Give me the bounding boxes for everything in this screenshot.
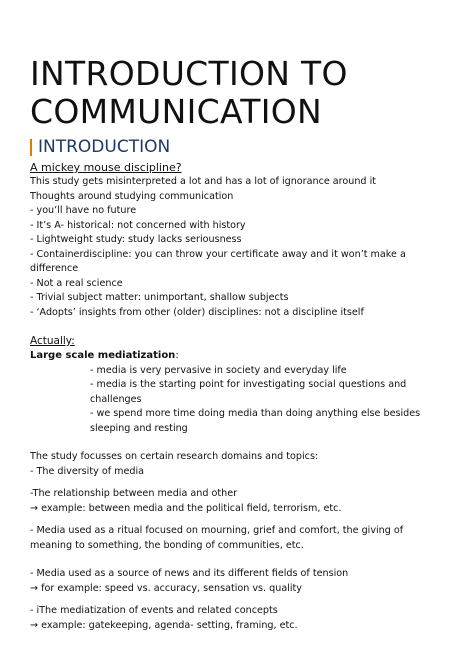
intro-line: - you’ll have no future	[30, 205, 137, 216]
domain-block-4	[30, 604, 450, 633]
domain-line: -The relationship between media and other	[30, 488, 238, 499]
mediatization-point: sleeping and resting	[90, 422, 188, 434]
domain-line: → example: gatekeeping, agenda- setting, framing, etc.	[30, 619, 298, 631]
intro-line: - Lightweight study: study lacks seriousness	[30, 234, 242, 245]
domain-line: - iThe mediatization of events and related concepts	[30, 605, 278, 616]
subheading: A mickey mouse discipline?	[30, 161, 182, 174]
intro-line: difference	[30, 263, 79, 274]
mediatization-heading	[30, 349, 450, 364]
mediatization-point: challenges	[90, 393, 142, 405]
document-page	[30, 55, 450, 633]
section-heading	[30, 137, 450, 157]
mediatization-label: Large scale mediatization	[30, 350, 176, 361]
document-title	[30, 55, 450, 131]
intro-line: This study gets misinterpreted a lot and has a lot of ignorance around it	[30, 176, 377, 187]
intro-line: - Containerdiscipline: you can throw your certificate away and it won’t make a	[30, 248, 406, 260]
domains-intro: The study focusses on certain research domains and topics:	[30, 451, 319, 462]
section-accent-bar	[30, 139, 32, 156]
actually-label: Actually:	[30, 335, 75, 347]
intro-line: Thoughts around studying communication	[30, 190, 234, 202]
domain-line: - Media used as a source of news and its different fields of tension	[30, 568, 349, 579]
title-line-2: COMMUNICATION	[30, 92, 323, 131]
intro-line: - ‘Adopts’ insights from other (older) disciplines: not a discipline itself	[30, 306, 364, 318]
domain-block-3	[30, 567, 450, 596]
title-line-1: INTRODUCTION TO	[30, 54, 348, 93]
domain-line: → for example: speed vs. accuracy, sensation vs. quality	[30, 582, 302, 594]
intro-line: - It’s A- historical: not concerned with history	[30, 219, 246, 231]
domain-line: - Media used as a ritual focused on mourning, grief and comfort, the giving of	[30, 525, 404, 536]
mediatization-point: - we spend more time doing media than doing anything else besides	[90, 408, 421, 419]
intro-line: - Trivial subject matter: unimportant, shallow subjects	[30, 292, 289, 303]
intro-list	[30, 175, 450, 320]
mediatization-colon: :	[175, 350, 179, 361]
domain-line: → example: between media and the political field, terrorism, etc.	[30, 502, 342, 514]
intro-line: - Not a real science	[30, 277, 123, 289]
mediatization-point: - media is very pervasive in society and everyday life	[90, 364, 347, 376]
domain-diversity: - The diversity of media	[30, 465, 145, 477]
domain-block-2	[30, 524, 450, 553]
mediatization-point: - media is the starting point for investigating social questions and	[90, 379, 407, 390]
domain-line: meaning to something, the bonding of communities, etc.	[30, 539, 304, 551]
mediatization-list	[30, 364, 450, 437]
domain-block-1	[30, 487, 450, 516]
section-title: INTRODUCTION	[38, 137, 171, 157]
